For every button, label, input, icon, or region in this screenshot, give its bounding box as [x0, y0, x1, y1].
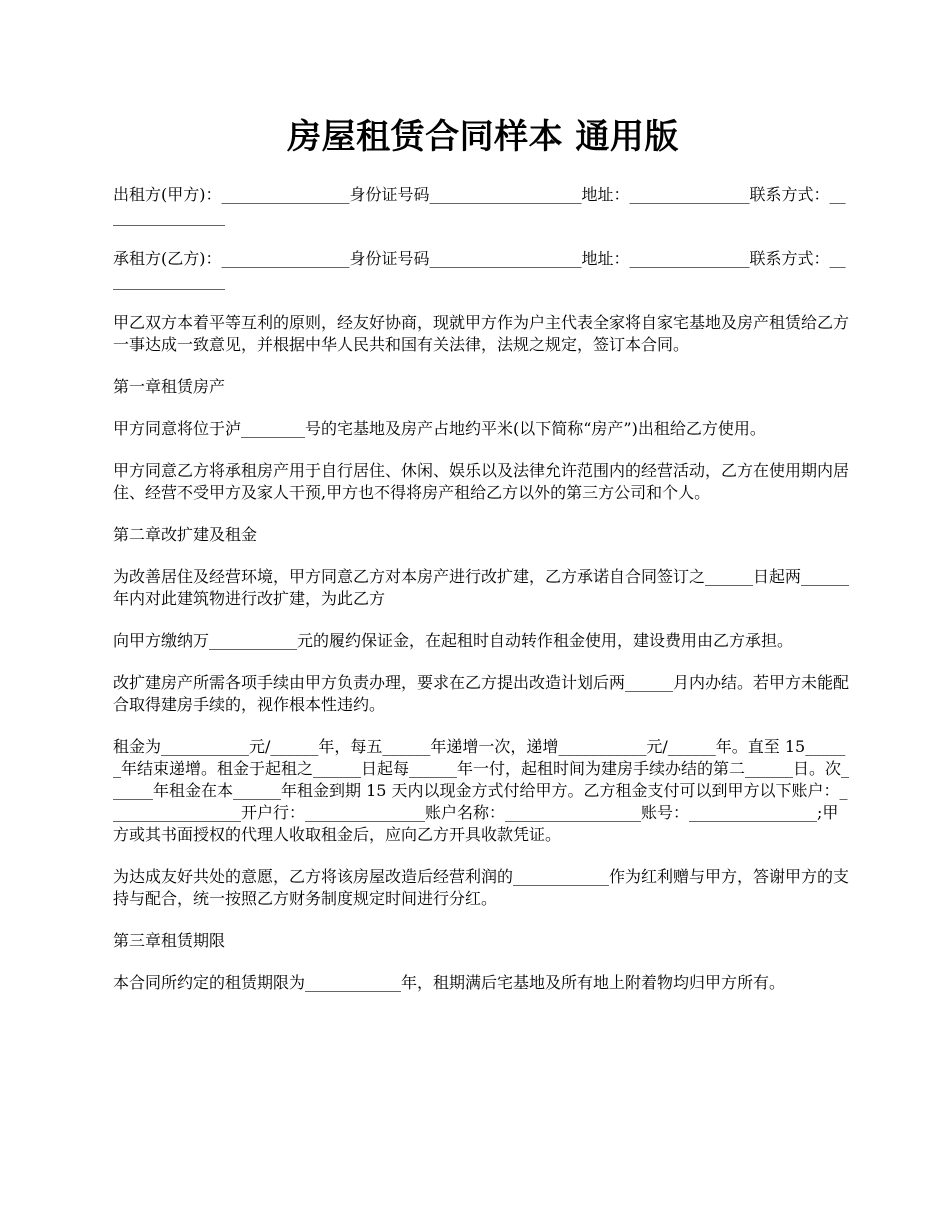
deposit-paragraph: 向甲方缴纳万___________元的履约保证金，在起租时自动转作租金使用，建设费用由乙方承担。	[113, 631, 794, 650]
preamble-paragraph: 甲乙双方本着平等互利的原则，经友好协商，现就甲方作为户主代表全家将自家宅基地及房产租赁给乙方一事达成一致意见，并根据中华人民共和国有关法律，法规之规定，签订本合同。	[113, 313, 850, 354]
renovation-paragraph: 为改善居住及经营环境，甲方同意乙方对本房产进行改扩建，乙方承诺自合同签订之______日起两______年内对此建筑物进行改扩建，为此乙方	[113, 567, 850, 608]
rent-paragraph: 租金为___________元/______年，每五______年递增一次，递增___________元/______年。直至 15______年结束递增。租金于起租之______日起每______年一付，起租时间为建房手续办结的第二______日。次______年租金在本______年租金到期 15 天内以现金方式付给甲方。乙方租金支付可以到甲方以下账户：_________________开户行：_______________账户名称：_________________账号：________________;甲方或其书面授权的代理人收取租金后，应向乙方开具收款凭证。	[113, 737, 850, 844]
document-title: 房屋租赁合同样本 通用版	[287, 117, 679, 157]
lease-term-paragraph: 本合同所约定的租赁期限为____________年，租期满后宅基地及所有地上附着物均归甲方所有。	[113, 973, 786, 992]
lessee-info-paragraph: 承租方(乙方)：________________身份证号码___________________地址：_______________联系方式：________________	[113, 249, 846, 290]
chapter-1-heading: 第一章租赁房产	[113, 377, 226, 396]
permits-paragraph: 改扩建房产所需各项手续由甲方负责办理，要求在乙方提出改造计划后两______月内办结。若甲方未能配合取得建房手续的，视作根本性违约。	[113, 673, 850, 714]
property-use-paragraph: 甲方同意乙方将承租房产用于自行居住、休闲、娱乐以及法律允许范围内的经营活动，乙方在使用期内居住、经营不受甲方及家人干预,甲方也不得将房产租给乙方以外的第三方公司和个人。	[113, 461, 850, 502]
chapter-3-heading: 第三章租赁期限	[113, 931, 226, 950]
document-page	[113, 110, 853, 1014]
lessor-info-paragraph: 出租方(甲方)：________________身份证号码___________________地址：_______________联系方式：________________	[113, 185, 846, 226]
property-location-paragraph: 甲方同意将位于泸________号的宅基地及房产占地约平米(以下简称“房产”)出租给乙方使用。	[113, 419, 766, 438]
dividend-paragraph: 为达成友好共处的意愿，乙方将该房屋改造后经营利润的____________作为红利赠与甲方，答谢甲方的支持与配合，统一按照乙方财务制度规定时间进行分红。	[113, 867, 850, 908]
chapter-2-heading: 第二章改扩建及租金	[113, 525, 258, 544]
